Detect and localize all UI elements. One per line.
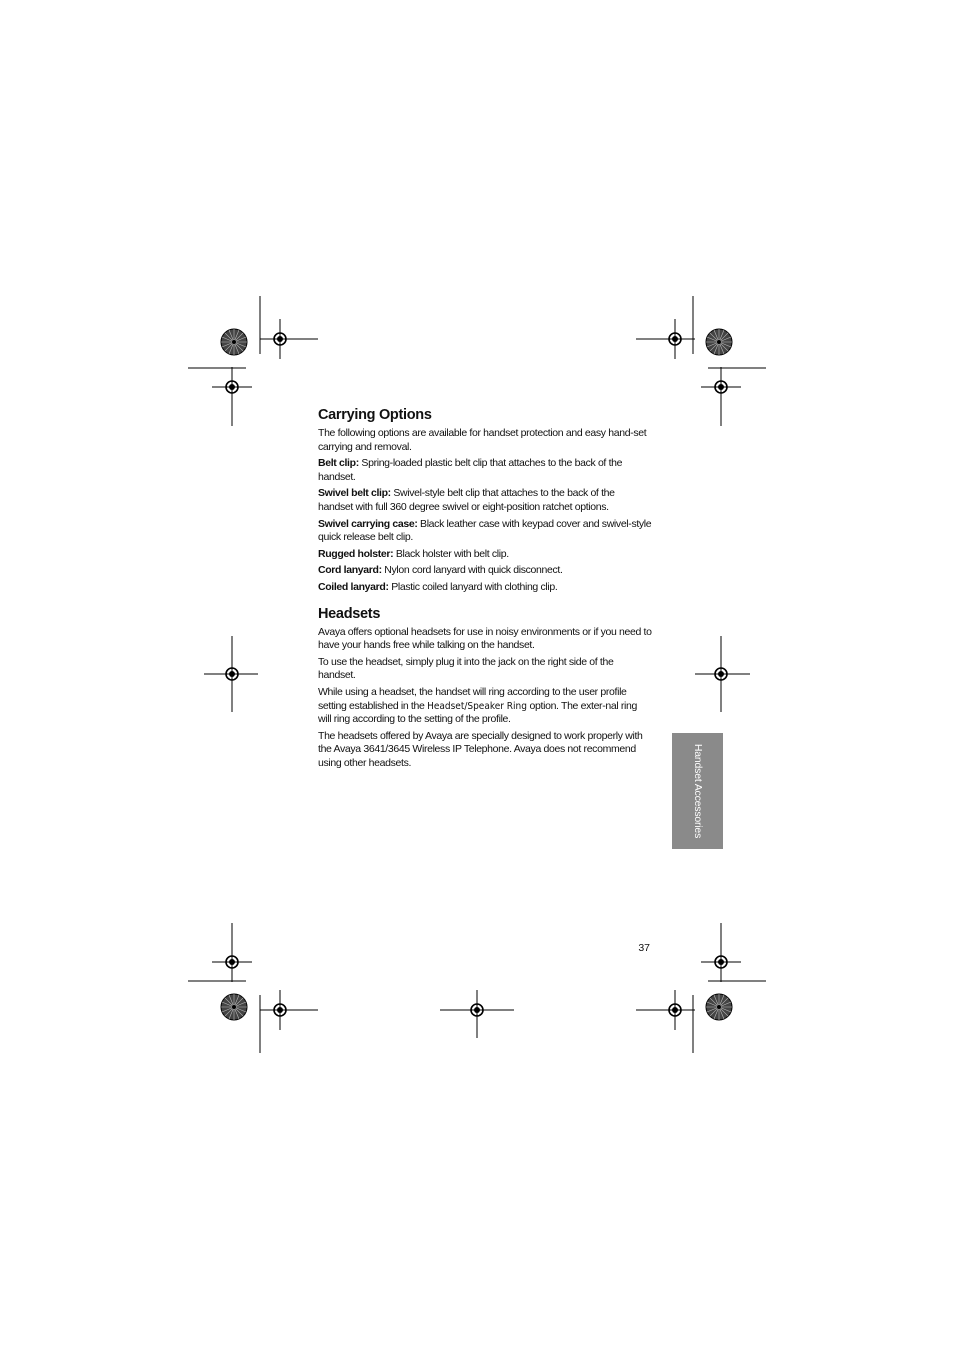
headsets-paragraph: Avaya offers optional headsets for use in noisy environments or if you need to have your hands free while talking on the handset.: [318, 625, 652, 652]
star-target-icon: [221, 329, 247, 355]
option-description: Spring-loaded plastic belt clip that attaches to the back of the handset.: [318, 457, 623, 483]
option-description: Black holster with belt clip.: [395, 547, 509, 560]
option-description: Black leather case with keypad cover and swivel-style quick release belt clip.: [318, 517, 652, 544]
option-item: [318, 564, 652, 578]
option-description: Swivel-style belt clip that attaches to the back of the handset with full 360 degree swivel or eight-position ratchet options.: [318, 487, 615, 513]
chapter-tab-label: Handset Accessories: [691, 743, 704, 839]
star-target-icon: [221, 994, 247, 1020]
option-term: Cord lanyard:: [318, 564, 382, 577]
option-term: Rugged holster:: [318, 547, 394, 560]
option-term: Swivel belt clip:: [318, 487, 391, 500]
chapter-side-tab: [672, 733, 723, 849]
option-item: [318, 548, 652, 562]
option-item: [318, 518, 652, 545]
headsets-paragraph: To use the headset, simply plug it into the jack on the right side of the handset.: [318, 655, 614, 682]
option-term: Swivel carrying case:: [318, 517, 418, 530]
section-heading-carrying-options: Carrying Options: [318, 407, 432, 423]
option-term: Coiled lanyard:: [318, 580, 389, 593]
option-item: [318, 487, 652, 514]
page-number: 37: [638, 942, 650, 954]
headsets-paragraph: [318, 686, 652, 727]
section-heading-headsets: Headsets: [318, 605, 381, 622]
option-description: Plastic coiled lanyard with clothing clip.: [391, 580, 558, 593]
ui-option-name: Headset/Speaker Ring: [427, 700, 527, 712]
option-description: Nylon cord lanyard with quick disconnect.: [384, 564, 563, 577]
star-target-icon: [706, 994, 732, 1020]
option-term: Belt clip:: [318, 457, 359, 470]
paragraph-text: While using a headset, the handset will ring according to the user profile setting established in the: [318, 685, 627, 712]
carrying-intro: The following options are available for handset protection and easy hand-set carrying and removal.: [318, 427, 647, 453]
option-item: [318, 457, 652, 484]
star-target-icon: [706, 329, 732, 355]
option-item: [318, 581, 652, 595]
paragraph-text: option. The exter-nal ring will ring according to the setting of the profile.: [318, 699, 637, 726]
headsets-paragraph: The headsets offered by Avaya are specially designed to work properly with the Avaya 3641/3645 Wireless IP Telephone. Avaya does not recommend using other headsets.: [318, 729, 643, 769]
page-content: [318, 406, 652, 773]
